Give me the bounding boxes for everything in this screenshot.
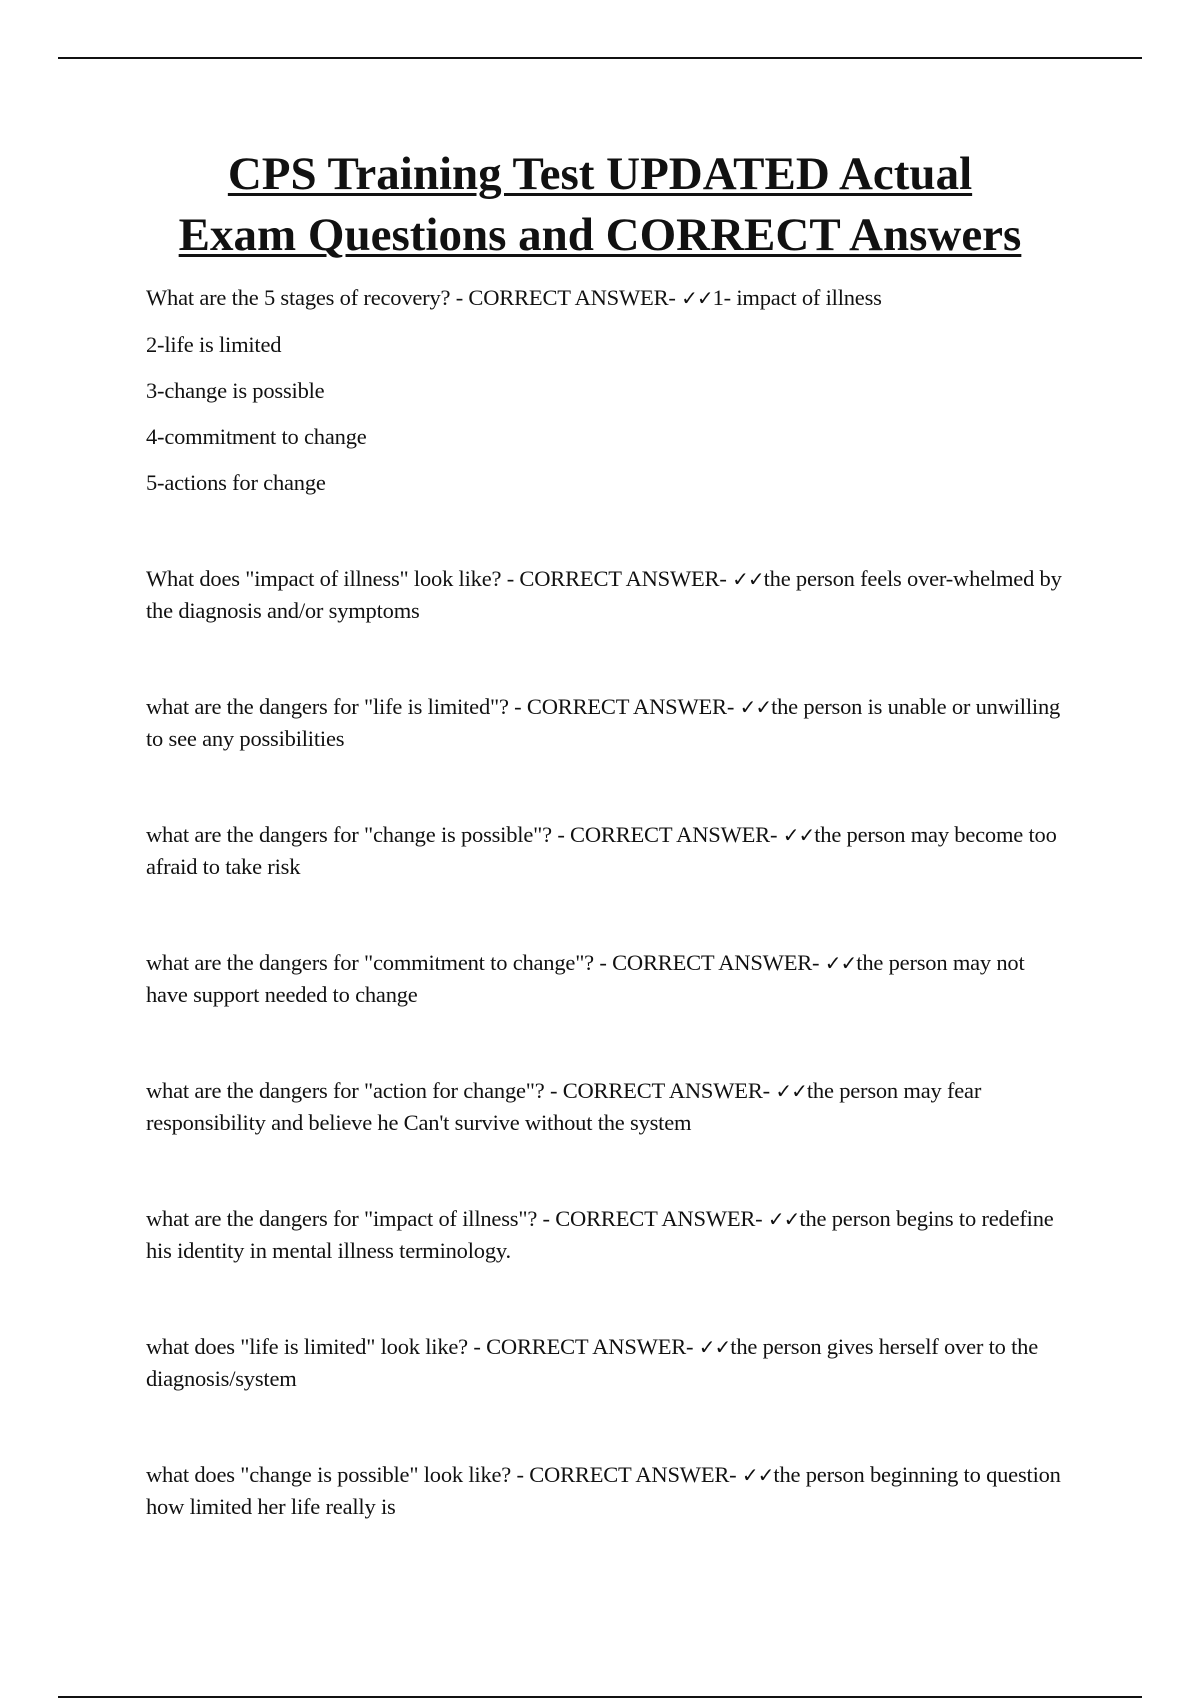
stage-list-item: 3-change is possible (146, 378, 325, 403)
title-line-1: CPS Training Test UPDATED Actual (227, 148, 973, 200)
stage-list-item: 5-actions for change (146, 470, 326, 495)
qa-item (146, 947, 1066, 1010)
question-text: what are the dangers for "change is possible"? - CORRECT ANSWER- (146, 822, 783, 847)
document-body (146, 282, 1066, 1522)
double-check-icon: ✓✓ (824, 951, 857, 975)
answer-text: the person gives herself over to the diagnosis/system (146, 1334, 1038, 1391)
double-check-icon: ✓✓ (741, 1463, 774, 1487)
double-check-icon: ✓✓ (681, 286, 713, 310)
qa-item (146, 1459, 1066, 1522)
answer-text: the person begins to redefine his identity in mental illness terminology. (146, 1206, 1054, 1263)
question-text: what does "change is possible" look like? - CORRECT ANSWER- (146, 1462, 742, 1487)
answer-text: the person may become too afraid to take risk (146, 822, 1057, 879)
question-text: What does "impact of illness" look like? - CORRECT ANSWER- (146, 566, 733, 591)
double-check-icon: ✓✓ (767, 1207, 800, 1231)
question-text: what are the dangers for "life is limited"? - CORRECT ANSWER- (146, 694, 740, 719)
stage-list-item: 2-life is limited (146, 332, 282, 357)
answer-text: the person may fear responsibility and believe he Can't survive without the system (146, 1078, 982, 1135)
title-line-2: Exam Questions and CORRECT Answers (178, 209, 1022, 261)
question-text: what does "life is limited" look like? - CORRECT ANSWER- (146, 1334, 699, 1359)
answer-text: the person feels over-whelmed by the diagnosis and/or symptoms (146, 566, 1062, 623)
qa-item (146, 1075, 1066, 1138)
qa-item-stages-of-recovery (146, 282, 1066, 314)
qa-item (146, 563, 1066, 626)
question-text: what are the dangers for "action for change"? - CORRECT ANSWER- (146, 1078, 776, 1103)
double-check-icon: ✓✓ (775, 1079, 807, 1103)
qa-item (146, 691, 1066, 754)
question-text: what are the dangers for "commitment to change"? - CORRECT ANSWER- (146, 950, 825, 975)
answer-text: the person beginning to question how limited her life really is (146, 1462, 1061, 1519)
qa-item (146, 1203, 1066, 1266)
answer-text: the person may not have support needed to change (146, 950, 1025, 1007)
document-title (100, 144, 1100, 266)
question-text: What are the 5 stages of recovery? - CORRECT ANSWER- (146, 285, 682, 310)
double-check-icon: ✓✓ (732, 567, 764, 591)
qa-item (146, 1331, 1066, 1394)
answer-text: 1- impact of illness (712, 285, 882, 310)
double-check-icon: ✓✓ (739, 695, 772, 719)
header-rule (58, 57, 1142, 59)
double-check-icon: ✓✓ (782, 823, 815, 847)
question-text: what are the dangers for "impact of illness"? - CORRECT ANSWER- (146, 1206, 768, 1231)
footer-rule (58, 1696, 1142, 1698)
answer-text: the person is unable or unwilling to see any possibilities (146, 694, 1061, 751)
qa-item (146, 819, 1066, 882)
double-check-icon: ✓✓ (698, 1335, 731, 1359)
stage-list-item: 4-commitment to change (146, 424, 367, 449)
